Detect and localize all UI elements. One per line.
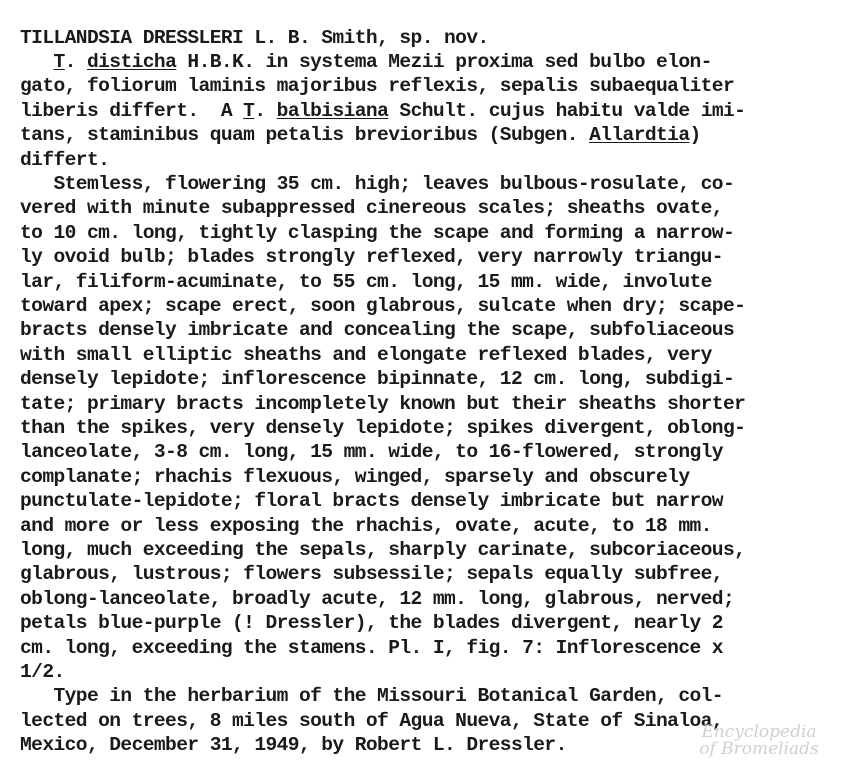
latin-line	[20, 74, 734, 98]
type-line: Type in the herbarium of the Missouri Botanical Garden, col-	[20, 685, 723, 707]
species-authority: L. B. Smith, sp. nov.	[243, 27, 489, 49]
description-line: 1/2.	[20, 661, 65, 683]
watermark-line-1: Encyclopedia	[701, 722, 817, 742]
description-line: bracts densely imbricate and concealing the scape, subfoliaceous	[20, 319, 735, 341]
text-segment: )	[689, 124, 701, 146]
text-segment: gato, foliorum laminis majoribus reflexis, sepalis subaequaliter	[20, 75, 735, 97]
latin-line	[20, 123, 701, 147]
underlined-taxon: disticha	[86, 51, 177, 73]
text-segment: Schult. cujus habitu valde imi-	[388, 100, 746, 122]
type-line: lected on trees, 8 miles south of Agua Nueva, State of Sinaloa,	[20, 710, 723, 732]
description-line: complanate; rhachis flexuous, winged, sparsely and obscurely	[20, 466, 690, 488]
description-line: vered with minute subappressed cinereous scales; sheaths ovate,	[20, 197, 723, 219]
description-line: tate; primary bracts incompletely known but their sheaths shorter	[20, 393, 746, 415]
description-line: lar, filiform-acuminate, to 55 cm. long, 15 mm. wide, involute	[20, 271, 712, 293]
description-line: cm. long, exceeding the stamens. Pl. I, fig. 7: Inflorescence x	[20, 637, 723, 659]
watermark-logo	[684, 724, 834, 758]
underlined-taxon: T	[243, 100, 255, 122]
text-segment: differt.	[20, 149, 110, 171]
text-segment	[20, 51, 53, 73]
description-line: glabrous, lustrous; flowers subsessile; sepals equally subfree,	[20, 563, 723, 585]
text-segment: H.B.K. in systema Mezii proxima sed bulbo elon-	[176, 51, 712, 73]
type-line: Mexico, December 31, 1949, by Robert L. Dressler.	[20, 734, 567, 756]
description-line: toward apex; scape erect, soon glabrous, sulcate when dry; scape-	[20, 295, 746, 317]
latin-line	[20, 99, 745, 123]
description-line: than the spikes, very densely lepidote; spikes divergent, oblong-	[20, 417, 746, 439]
text-segment: .	[254, 100, 277, 122]
description-line: punctulate-lepidote; floral bracts densely imbricate but narrow	[20, 490, 723, 512]
latin-line	[20, 50, 712, 74]
description-line: petals blue-purple (! Dressler), the blades divergent, nearly 2	[20, 612, 723, 634]
species-name: TILLANDSIA DRESSLERI	[20, 27, 244, 49]
text-segment: .	[64, 51, 87, 73]
description-line: and more or less exposing the rhachis, ovate, acute, to 18 mm.	[20, 515, 712, 537]
description-line: to 10 cm. long, tightly clasping the scape and forming a narrow-	[20, 222, 735, 244]
description-line: long, much exceeding the sepals, sharply carinate, subcoriaceous,	[20, 539, 746, 561]
text-segment: tans, staminibus quam petalis brevioribus (Subgen.	[20, 124, 590, 146]
description-line: densely lepidote; inflorescence bipinnate, 12 cm. long, subdigi-	[20, 368, 735, 390]
description-line: lanceolate, 3-8 cm. long, 15 mm. wide, to 16-flowered, strongly	[20, 441, 723, 463]
description-line: ly ovoid bulb; blades strongly reflexed, very narrowly triangu-	[20, 246, 723, 268]
text-segment: liberis differt. A	[20, 100, 244, 122]
underlined-taxon: Allardtia	[589, 124, 690, 146]
underlined-taxon: T	[53, 51, 65, 73]
description-line: Stemless, flowering 35 cm. high; leaves bulbous-rosulate, co-	[20, 173, 735, 195]
description-line: with small elliptic sheaths and elongate reflexed blades, very	[20, 344, 712, 366]
underlined-taxon: balbisiana	[276, 100, 389, 122]
latin-line	[20, 148, 109, 172]
species-heading	[20, 26, 489, 50]
description-line: oblong-lanceolate, broadly acute, 12 mm. long, glabrous, nerved;	[20, 588, 735, 610]
watermark-line-2: of Bromeliads	[699, 739, 819, 759]
